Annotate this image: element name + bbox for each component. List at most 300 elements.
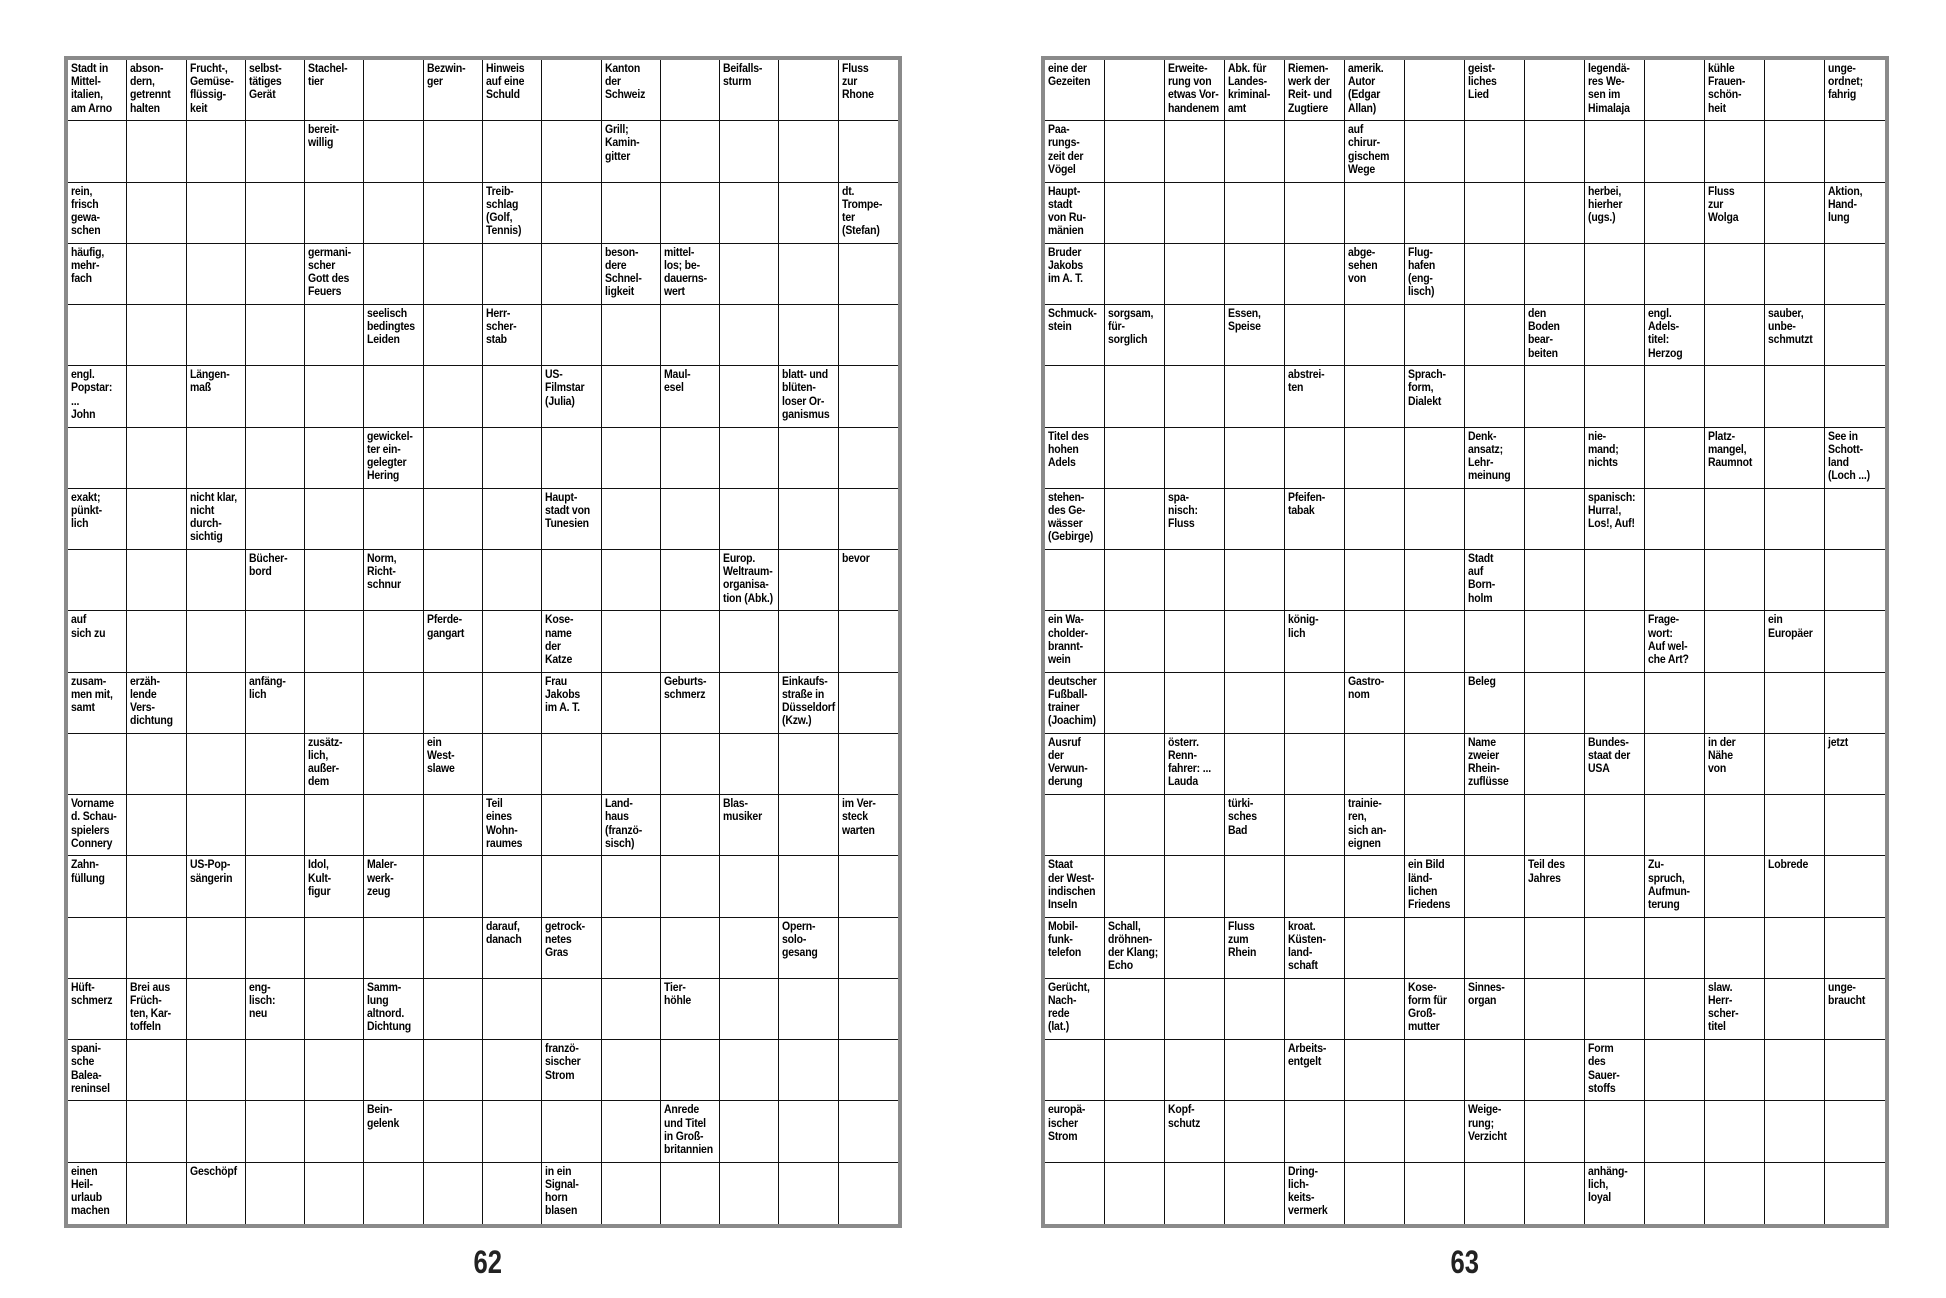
answer-cell[interactable]: [779, 244, 838, 305]
answer-cell[interactable]: [839, 918, 898, 979]
answer-cell[interactable]: [1645, 60, 1705, 121]
answer-cell[interactable]: [305, 918, 364, 979]
answer-cell[interactable]: [1405, 489, 1465, 550]
answer-cell[interactable]: [187, 183, 246, 244]
answer-cell[interactable]: [1525, 244, 1585, 305]
answer-cell[interactable]: [779, 550, 838, 611]
answer-cell[interactable]: [1765, 244, 1825, 305]
answer-cell[interactable]: [839, 121, 898, 182]
answer-cell[interactable]: [1165, 611, 1225, 672]
answer-cell[interactable]: [127, 918, 186, 979]
answer-cell[interactable]: [1645, 183, 1705, 244]
answer-cell[interactable]: [661, 121, 720, 182]
answer-cell[interactable]: [602, 428, 661, 489]
answer-cell[interactable]: [1825, 1040, 1885, 1101]
answer-cell[interactable]: [1705, 795, 1765, 856]
answer-cell[interactable]: [1045, 1163, 1105, 1224]
answer-cell[interactable]: [1285, 550, 1345, 611]
answer-cell[interactable]: [779, 489, 838, 550]
answer-cell[interactable]: [1405, 1101, 1465, 1162]
answer-cell[interactable]: [1465, 611, 1525, 672]
answer-cell[interactable]: [779, 121, 838, 182]
answer-cell[interactable]: [1465, 918, 1525, 979]
answer-cell[interactable]: [1825, 366, 1885, 427]
answer-cell[interactable]: [483, 550, 542, 611]
answer-cell[interactable]: [661, 856, 720, 917]
answer-cell[interactable]: [720, 366, 779, 427]
answer-cell[interactable]: [364, 918, 423, 979]
answer-cell[interactable]: [1105, 673, 1165, 734]
answer-cell[interactable]: [187, 121, 246, 182]
answer-cell[interactable]: [1345, 918, 1405, 979]
answer-cell[interactable]: [542, 734, 601, 795]
answer-cell[interactable]: [1225, 1040, 1285, 1101]
answer-cell[interactable]: [1465, 1040, 1525, 1101]
answer-cell[interactable]: [720, 856, 779, 917]
answer-cell[interactable]: [246, 918, 305, 979]
answer-cell[interactable]: [246, 734, 305, 795]
answer-cell[interactable]: [127, 183, 186, 244]
answer-cell[interactable]: [839, 489, 898, 550]
answer-cell[interactable]: [1645, 979, 1705, 1040]
answer-cell[interactable]: [1765, 673, 1825, 734]
answer-cell[interactable]: [1165, 183, 1225, 244]
answer-cell[interactable]: [779, 60, 838, 121]
answer-cell[interactable]: [305, 1040, 364, 1101]
answer-cell[interactable]: [839, 428, 898, 489]
answer-cell[interactable]: [1225, 673, 1285, 734]
answer-cell[interactable]: [424, 121, 483, 182]
answer-cell[interactable]: [483, 1163, 542, 1224]
answer-cell[interactable]: [542, 183, 601, 244]
answer-cell[interactable]: [661, 734, 720, 795]
answer-cell[interactable]: [364, 489, 423, 550]
answer-cell[interactable]: [1405, 60, 1465, 121]
answer-cell[interactable]: [542, 428, 601, 489]
answer-cell[interactable]: [542, 121, 601, 182]
answer-cell[interactable]: [187, 918, 246, 979]
answer-cell[interactable]: [1645, 366, 1705, 427]
answer-cell[interactable]: [364, 1040, 423, 1101]
answer-cell[interactable]: [187, 611, 246, 672]
answer-cell[interactable]: [1105, 1101, 1165, 1162]
answer-cell[interactable]: [187, 1040, 246, 1101]
answer-cell[interactable]: [364, 795, 423, 856]
answer-cell[interactable]: [1825, 121, 1885, 182]
answer-cell[interactable]: [127, 489, 186, 550]
answer-cell[interactable]: [1525, 366, 1585, 427]
answer-cell[interactable]: [1585, 918, 1645, 979]
answer-cell[interactable]: [1285, 856, 1345, 917]
answer-cell[interactable]: [305, 611, 364, 672]
answer-cell[interactable]: [424, 244, 483, 305]
answer-cell[interactable]: [1525, 1101, 1585, 1162]
answer-cell[interactable]: [1045, 795, 1105, 856]
answer-cell[interactable]: [483, 979, 542, 1040]
answer-cell[interactable]: [364, 366, 423, 427]
answer-cell[interactable]: [483, 244, 542, 305]
answer-cell[interactable]: [1525, 918, 1585, 979]
answer-cell[interactable]: [720, 489, 779, 550]
answer-cell[interactable]: [424, 918, 483, 979]
answer-cell[interactable]: [1525, 673, 1585, 734]
answer-cell[interactable]: [1225, 611, 1285, 672]
answer-cell[interactable]: [1285, 183, 1345, 244]
answer-cell[interactable]: [1405, 121, 1465, 182]
answer-cell[interactable]: [1705, 1101, 1765, 1162]
answer-cell[interactable]: [424, 550, 483, 611]
answer-cell[interactable]: [1645, 795, 1705, 856]
answer-cell[interactable]: [839, 979, 898, 1040]
answer-cell[interactable]: [1045, 550, 1105, 611]
answer-cell[interactable]: [483, 611, 542, 672]
answer-cell[interactable]: [779, 1040, 838, 1101]
answer-cell[interactable]: [68, 550, 127, 611]
answer-cell[interactable]: [720, 305, 779, 366]
answer-cell[interactable]: [1825, 305, 1885, 366]
answer-cell[interactable]: [127, 1040, 186, 1101]
answer-cell[interactable]: [602, 489, 661, 550]
answer-cell[interactable]: [1525, 795, 1585, 856]
answer-cell[interactable]: [424, 305, 483, 366]
answer-cell[interactable]: [424, 795, 483, 856]
answer-cell[interactable]: [1105, 489, 1165, 550]
answer-cell[interactable]: [1705, 489, 1765, 550]
answer-cell[interactable]: [720, 1101, 779, 1162]
answer-cell[interactable]: [602, 856, 661, 917]
answer-cell[interactable]: [483, 121, 542, 182]
answer-cell[interactable]: [246, 366, 305, 427]
answer-cell[interactable]: [1825, 1101, 1885, 1162]
answer-cell[interactable]: [127, 611, 186, 672]
answer-cell[interactable]: [1345, 183, 1405, 244]
answer-cell[interactable]: [1585, 366, 1645, 427]
answer-cell[interactable]: [424, 428, 483, 489]
answer-cell[interactable]: [1045, 1040, 1105, 1101]
answer-cell[interactable]: [839, 1101, 898, 1162]
answer-cell[interactable]: [1705, 673, 1765, 734]
answer-cell[interactable]: [1825, 673, 1885, 734]
answer-cell[interactable]: [1165, 795, 1225, 856]
answer-cell[interactable]: [779, 611, 838, 672]
answer-cell[interactable]: [1345, 734, 1405, 795]
answer-cell[interactable]: [305, 1163, 364, 1224]
answer-cell[interactable]: [779, 856, 838, 917]
answer-cell[interactable]: [720, 244, 779, 305]
answer-cell[interactable]: [1105, 366, 1165, 427]
answer-cell[interactable]: [127, 550, 186, 611]
answer-cell[interactable]: [1105, 121, 1165, 182]
answer-cell[interactable]: [1405, 918, 1465, 979]
answer-cell[interactable]: [1105, 1040, 1165, 1101]
answer-cell[interactable]: [661, 611, 720, 672]
answer-cell[interactable]: [246, 1163, 305, 1224]
answer-cell[interactable]: [1825, 918, 1885, 979]
answer-cell[interactable]: [1765, 918, 1825, 979]
answer-cell[interactable]: [364, 611, 423, 672]
answer-cell[interactable]: [779, 183, 838, 244]
answer-cell[interactable]: [661, 60, 720, 121]
answer-cell[interactable]: [779, 795, 838, 856]
answer-cell[interactable]: [1585, 305, 1645, 366]
answer-cell[interactable]: [1645, 1101, 1705, 1162]
answer-cell[interactable]: [187, 979, 246, 1040]
answer-cell[interactable]: [1825, 244, 1885, 305]
answer-cell[interactable]: [483, 366, 542, 427]
answer-cell[interactable]: [68, 918, 127, 979]
answer-cell[interactable]: [1585, 121, 1645, 182]
answer-cell[interactable]: [720, 734, 779, 795]
answer-cell[interactable]: [1525, 979, 1585, 1040]
answer-cell[interactable]: [1765, 795, 1825, 856]
answer-cell[interactable]: [127, 856, 186, 917]
answer-cell[interactable]: [1765, 1163, 1825, 1224]
answer-cell[interactable]: [661, 183, 720, 244]
answer-cell[interactable]: [1165, 979, 1225, 1040]
answer-cell[interactable]: [127, 1101, 186, 1162]
answer-cell[interactable]: [602, 979, 661, 1040]
answer-cell[interactable]: [1345, 611, 1405, 672]
answer-cell[interactable]: [1465, 856, 1525, 917]
answer-cell[interactable]: [1525, 60, 1585, 121]
answer-cell[interactable]: [1585, 856, 1645, 917]
answer-cell[interactable]: [542, 1101, 601, 1162]
answer-cell[interactable]: [1585, 979, 1645, 1040]
answer-cell[interactable]: [127, 121, 186, 182]
answer-cell[interactable]: [839, 366, 898, 427]
answer-cell[interactable]: [1345, 366, 1405, 427]
answer-cell[interactable]: [661, 918, 720, 979]
answer-cell[interactable]: [1525, 1040, 1585, 1101]
answer-cell[interactable]: [1705, 611, 1765, 672]
answer-cell[interactable]: [364, 60, 423, 121]
answer-cell[interactable]: [246, 428, 305, 489]
answer-cell[interactable]: [720, 611, 779, 672]
answer-cell[interactable]: [1105, 856, 1165, 917]
answer-cell[interactable]: [1165, 673, 1225, 734]
answer-cell[interactable]: [839, 734, 898, 795]
answer-cell[interactable]: [424, 673, 483, 734]
answer-cell[interactable]: [1105, 60, 1165, 121]
answer-cell[interactable]: [1225, 183, 1285, 244]
answer-cell[interactable]: [424, 979, 483, 1040]
answer-cell[interactable]: [1225, 734, 1285, 795]
answer-cell[interactable]: [127, 734, 186, 795]
answer-cell[interactable]: [720, 979, 779, 1040]
answer-cell[interactable]: [1405, 611, 1465, 672]
answer-cell[interactable]: [602, 550, 661, 611]
answer-cell[interactable]: [779, 1101, 838, 1162]
answer-cell[interactable]: [1345, 1040, 1405, 1101]
answer-cell[interactable]: [1525, 428, 1585, 489]
answer-cell[interactable]: [1765, 489, 1825, 550]
answer-cell[interactable]: [602, 1163, 661, 1224]
answer-cell[interactable]: [187, 734, 246, 795]
answer-cell[interactable]: [246, 489, 305, 550]
answer-cell[interactable]: [68, 428, 127, 489]
answer-cell[interactable]: [305, 979, 364, 1040]
answer-cell[interactable]: [542, 979, 601, 1040]
answer-cell[interactable]: [483, 856, 542, 917]
answer-cell[interactable]: [602, 366, 661, 427]
answer-cell[interactable]: [1825, 1163, 1885, 1224]
answer-cell[interactable]: [602, 1101, 661, 1162]
answer-cell[interactable]: [1165, 366, 1225, 427]
answer-cell[interactable]: [839, 1163, 898, 1224]
answer-cell[interactable]: [305, 183, 364, 244]
answer-cell[interactable]: [1345, 979, 1405, 1040]
answer-cell[interactable]: [246, 183, 305, 244]
answer-cell[interactable]: [1645, 550, 1705, 611]
answer-cell[interactable]: [1285, 121, 1345, 182]
answer-cell[interactable]: [1285, 734, 1345, 795]
answer-cell[interactable]: [364, 734, 423, 795]
answer-cell[interactable]: [1705, 550, 1765, 611]
answer-cell[interactable]: [602, 734, 661, 795]
answer-cell[interactable]: [1105, 795, 1165, 856]
answer-cell[interactable]: [839, 611, 898, 672]
answer-cell[interactable]: [127, 244, 186, 305]
answer-cell[interactable]: [1345, 550, 1405, 611]
answer-cell[interactable]: [1165, 1040, 1225, 1101]
answer-cell[interactable]: [661, 1040, 720, 1101]
answer-cell[interactable]: [1645, 121, 1705, 182]
answer-cell[interactable]: [424, 1101, 483, 1162]
answer-cell[interactable]: [1645, 1040, 1705, 1101]
answer-cell[interactable]: [305, 366, 364, 427]
answer-cell[interactable]: [542, 305, 601, 366]
answer-cell[interactable]: [1765, 183, 1825, 244]
answer-cell[interactable]: [1825, 489, 1885, 550]
answer-cell[interactable]: [1705, 366, 1765, 427]
answer-cell[interactable]: [1705, 244, 1765, 305]
answer-cell[interactable]: [720, 1040, 779, 1101]
answer-cell[interactable]: [661, 550, 720, 611]
answer-cell[interactable]: [1585, 244, 1645, 305]
answer-cell[interactable]: [1165, 856, 1225, 917]
answer-cell[interactable]: [661, 305, 720, 366]
answer-cell[interactable]: [246, 121, 305, 182]
answer-cell[interactable]: [1405, 305, 1465, 366]
answer-cell[interactable]: [1165, 244, 1225, 305]
answer-cell[interactable]: [364, 1163, 423, 1224]
answer-cell[interactable]: [1585, 795, 1645, 856]
answer-cell[interactable]: [1825, 795, 1885, 856]
answer-cell[interactable]: [364, 673, 423, 734]
answer-cell[interactable]: [1705, 918, 1765, 979]
answer-cell[interactable]: [542, 856, 601, 917]
answer-cell[interactable]: [127, 366, 186, 427]
answer-cell[interactable]: [305, 795, 364, 856]
answer-cell[interactable]: [424, 856, 483, 917]
answer-cell[interactable]: [483, 673, 542, 734]
answer-cell[interactable]: [483, 734, 542, 795]
answer-cell[interactable]: [424, 489, 483, 550]
answer-cell[interactable]: [661, 428, 720, 489]
answer-cell[interactable]: [364, 244, 423, 305]
answer-cell[interactable]: [1225, 1101, 1285, 1162]
answer-cell[interactable]: [779, 305, 838, 366]
answer-cell[interactable]: [1465, 121, 1525, 182]
answer-cell[interactable]: [68, 1101, 127, 1162]
answer-cell[interactable]: [1225, 121, 1285, 182]
answer-cell[interactable]: [839, 1040, 898, 1101]
answer-cell[interactable]: [68, 305, 127, 366]
answer-cell[interactable]: [1105, 979, 1165, 1040]
answer-cell[interactable]: [1405, 1040, 1465, 1101]
answer-cell[interactable]: [779, 979, 838, 1040]
answer-cell[interactable]: [1645, 734, 1705, 795]
answer-cell[interactable]: [187, 305, 246, 366]
answer-cell[interactable]: [1645, 489, 1705, 550]
answer-cell[interactable]: [1345, 1101, 1405, 1162]
answer-cell[interactable]: [542, 244, 601, 305]
answer-cell[interactable]: [1165, 550, 1225, 611]
answer-cell[interactable]: [1645, 428, 1705, 489]
answer-cell[interactable]: [1765, 428, 1825, 489]
answer-cell[interactable]: [1645, 244, 1705, 305]
answer-cell[interactable]: [1405, 673, 1465, 734]
answer-cell[interactable]: [483, 1040, 542, 1101]
answer-cell[interactable]: [1705, 1040, 1765, 1101]
answer-cell[interactable]: [1225, 856, 1285, 917]
answer-cell[interactable]: [1585, 1101, 1645, 1162]
answer-cell[interactable]: [661, 795, 720, 856]
answer-cell[interactable]: [1405, 428, 1465, 489]
answer-cell[interactable]: [1825, 550, 1885, 611]
answer-cell[interactable]: [1765, 1101, 1825, 1162]
answer-cell[interactable]: [1645, 673, 1705, 734]
answer-cell[interactable]: [1465, 795, 1525, 856]
answer-cell[interactable]: [720, 428, 779, 489]
answer-cell[interactable]: [1465, 489, 1525, 550]
answer-cell[interactable]: [127, 1163, 186, 1224]
answer-cell[interactable]: [1225, 550, 1285, 611]
answer-cell[interactable]: [1345, 1163, 1405, 1224]
answer-cell[interactable]: [1525, 611, 1585, 672]
answer-cell[interactable]: [661, 489, 720, 550]
answer-cell[interactable]: [779, 734, 838, 795]
answer-cell[interactable]: [305, 489, 364, 550]
answer-cell[interactable]: [1525, 121, 1585, 182]
answer-cell[interactable]: [1045, 366, 1105, 427]
answer-cell[interactable]: [602, 183, 661, 244]
answer-cell[interactable]: [1345, 305, 1405, 366]
answer-cell[interactable]: [483, 1101, 542, 1162]
answer-cell[interactable]: [246, 795, 305, 856]
answer-cell[interactable]: [424, 183, 483, 244]
answer-cell[interactable]: [779, 1163, 838, 1224]
answer-cell[interactable]: [1165, 918, 1225, 979]
answer-cell[interactable]: [187, 244, 246, 305]
answer-cell[interactable]: [1585, 673, 1645, 734]
answer-cell[interactable]: [187, 550, 246, 611]
answer-cell[interactable]: [1345, 856, 1405, 917]
answer-cell[interactable]: [1285, 1101, 1345, 1162]
answer-cell[interactable]: [1225, 366, 1285, 427]
answer-cell[interactable]: [1825, 611, 1885, 672]
answer-cell[interactable]: [720, 918, 779, 979]
answer-cell[interactable]: [542, 550, 601, 611]
answer-cell[interactable]: [602, 1040, 661, 1101]
answer-cell[interactable]: [1225, 489, 1285, 550]
answer-cell[interactable]: [1165, 121, 1225, 182]
answer-cell[interactable]: [1465, 244, 1525, 305]
answer-cell[interactable]: [1525, 550, 1585, 611]
answer-cell[interactable]: [720, 1163, 779, 1224]
answer-cell[interactable]: [1765, 550, 1825, 611]
answer-cell[interactable]: [1165, 1163, 1225, 1224]
